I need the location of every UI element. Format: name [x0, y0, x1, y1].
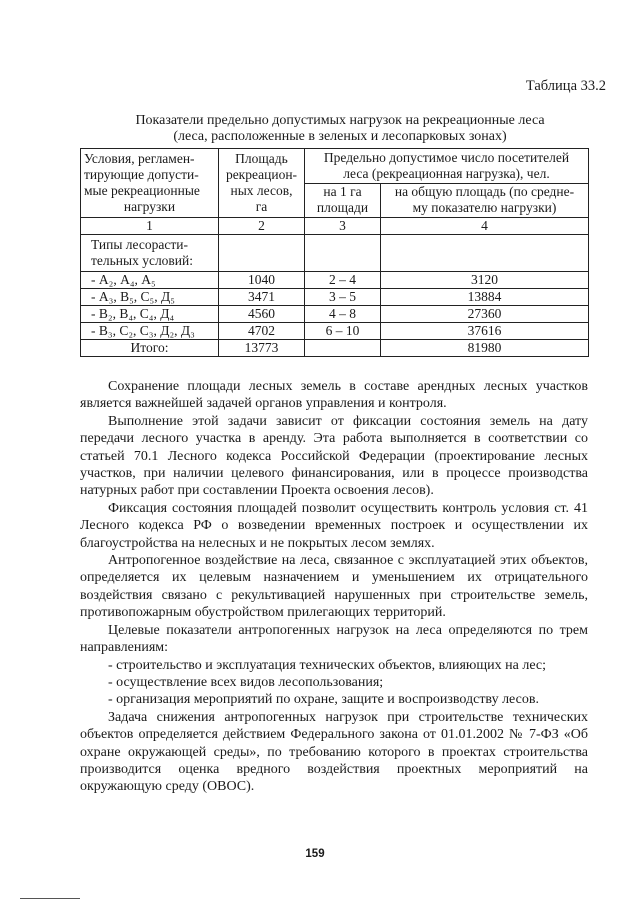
- col-number: 3: [305, 218, 381, 235]
- row-area: 4560: [219, 306, 305, 323]
- caption-line-2: (леса, расположенные в зеленых и лесопарковых зонах): [173, 129, 507, 144]
- col-number: 2: [219, 218, 305, 235]
- header-conditions: Условия, регламен- тирующие допусти- мые рекреационные нагрузки: [81, 149, 219, 218]
- col-number: 1: [81, 218, 219, 235]
- row-per-ha: 3 – 5: [305, 289, 381, 306]
- row-area: 4702: [219, 323, 305, 340]
- list-item: - организация мероприятий по охране, защите и воспроизводству лесов.: [108, 692, 539, 708]
- table-header-row-1: [81, 149, 589, 184]
- paragraph: Сохранение площади лесных земель в составе арендных лесных участков является важнейшей задачей органов управления и контроля.: [80, 379, 588, 412]
- header-area: Площадь рекреацион- ных лесов, га: [219, 149, 305, 218]
- group-label: Типы лесорасти- тельных условий:: [81, 235, 219, 272]
- total-visitors: 81980: [381, 340, 589, 357]
- paragraph: Выполнение этой задачи зависит от фиксации состояния земель на дату передачи лесного участка в аренду. Эта работа выполняется в соответствии со статьей 70.1 Лесного кодекса Российской Федерации (проектирование лесных участков, при наличии целевого финансирования, или в процессе производства натурных работ при составлении Проекта освоения лесов).: [80, 413, 588, 499]
- total-per-ha: [305, 340, 381, 357]
- total-area: 13773: [219, 340, 305, 357]
- table-row: [81, 306, 589, 323]
- row-label: - В₃, С₂, С₃, Д₂, Д₃: [81, 323, 219, 340]
- total-label: Итого:: [81, 340, 219, 357]
- table-row: [81, 289, 589, 306]
- row-label: - А₂, А₄, А₅: [81, 272, 219, 289]
- row-total: 13884: [381, 289, 589, 306]
- col-number: 4: [381, 218, 589, 235]
- page-number: 159: [305, 848, 325, 860]
- row-per-ha: 2 – 4: [305, 272, 381, 289]
- body-text: [80, 378, 588, 796]
- caption-line-1: Показатели предельно допустимых нагрузок на рекреационные леса: [135, 113, 545, 128]
- paragraph: Задача снижения антропогенных нагрузок при строительстве технических объектов определяется действием Федерального закона от 01.01.2002 № 7-ФЗ «Об охране окружающей среды», по требованию которого в проектах строительства производится оценка вредного воздействия проектных мероприятий на окружающую среду (ОВОС).: [80, 709, 588, 795]
- row-total: 27360: [381, 306, 589, 323]
- group-label-row: [81, 235, 589, 272]
- table-total-row: [81, 340, 589, 357]
- paragraph: Антропогенное воздействие на леса, связанное с эксплуатацией этих объектов, определяется их целевым назначением и уменьшением их отрицательного воздействия связано с рекультивацией нарушенных при строительстве земель, противопожарным обустройством прилегающих территорий.: [80, 553, 588, 621]
- list-item: - строительство и эксплуатация технических объектов, влияющих на лес;: [108, 657, 547, 673]
- paragraph: Целевые показатели антропогенных нагрузок на леса определяются по трем направлениям:: [80, 622, 588, 656]
- row-per-ha: 4 – 8: [305, 306, 381, 323]
- row-per-ha: 6 – 10: [305, 323, 381, 340]
- table-number-label: Таблица 33.2: [525, 78, 606, 94]
- row-area: 3471: [219, 289, 305, 306]
- header-limit-group: Предельно допустимое число посетителей леса (рекреационная нагрузка), чел.: [305, 149, 589, 184]
- footer-rule: [20, 898, 80, 899]
- header-per-ha: на 1 га площади: [305, 183, 381, 218]
- row-total: 3120: [381, 272, 589, 289]
- row-label: - А₃, В₅, С₅, Д₅: [81, 289, 219, 306]
- recreation-load-table: [80, 148, 589, 357]
- column-number-row: [81, 218, 589, 235]
- table-row: [81, 272, 589, 289]
- header-total-area: на общую площадь (по средне- му показателю нагрузки): [381, 183, 589, 218]
- paragraph: Фиксация состояния площадей позволит осуществить контроль условия ст. 41 Лесного кодекса РФ о возведении временных построек и осуществлении их благоустройства на нелесных и не покрытых лесом землях.: [80, 500, 588, 551]
- row-area: 1040: [219, 272, 305, 289]
- table-row: [81, 323, 589, 340]
- table-caption: [70, 113, 610, 145]
- row-label: - В₂, В₄, С₄, Д₄: [81, 306, 219, 323]
- list-item: - осуществление всех видов лесопользования;: [108, 674, 384, 690]
- row-total: 37616: [381, 323, 589, 340]
